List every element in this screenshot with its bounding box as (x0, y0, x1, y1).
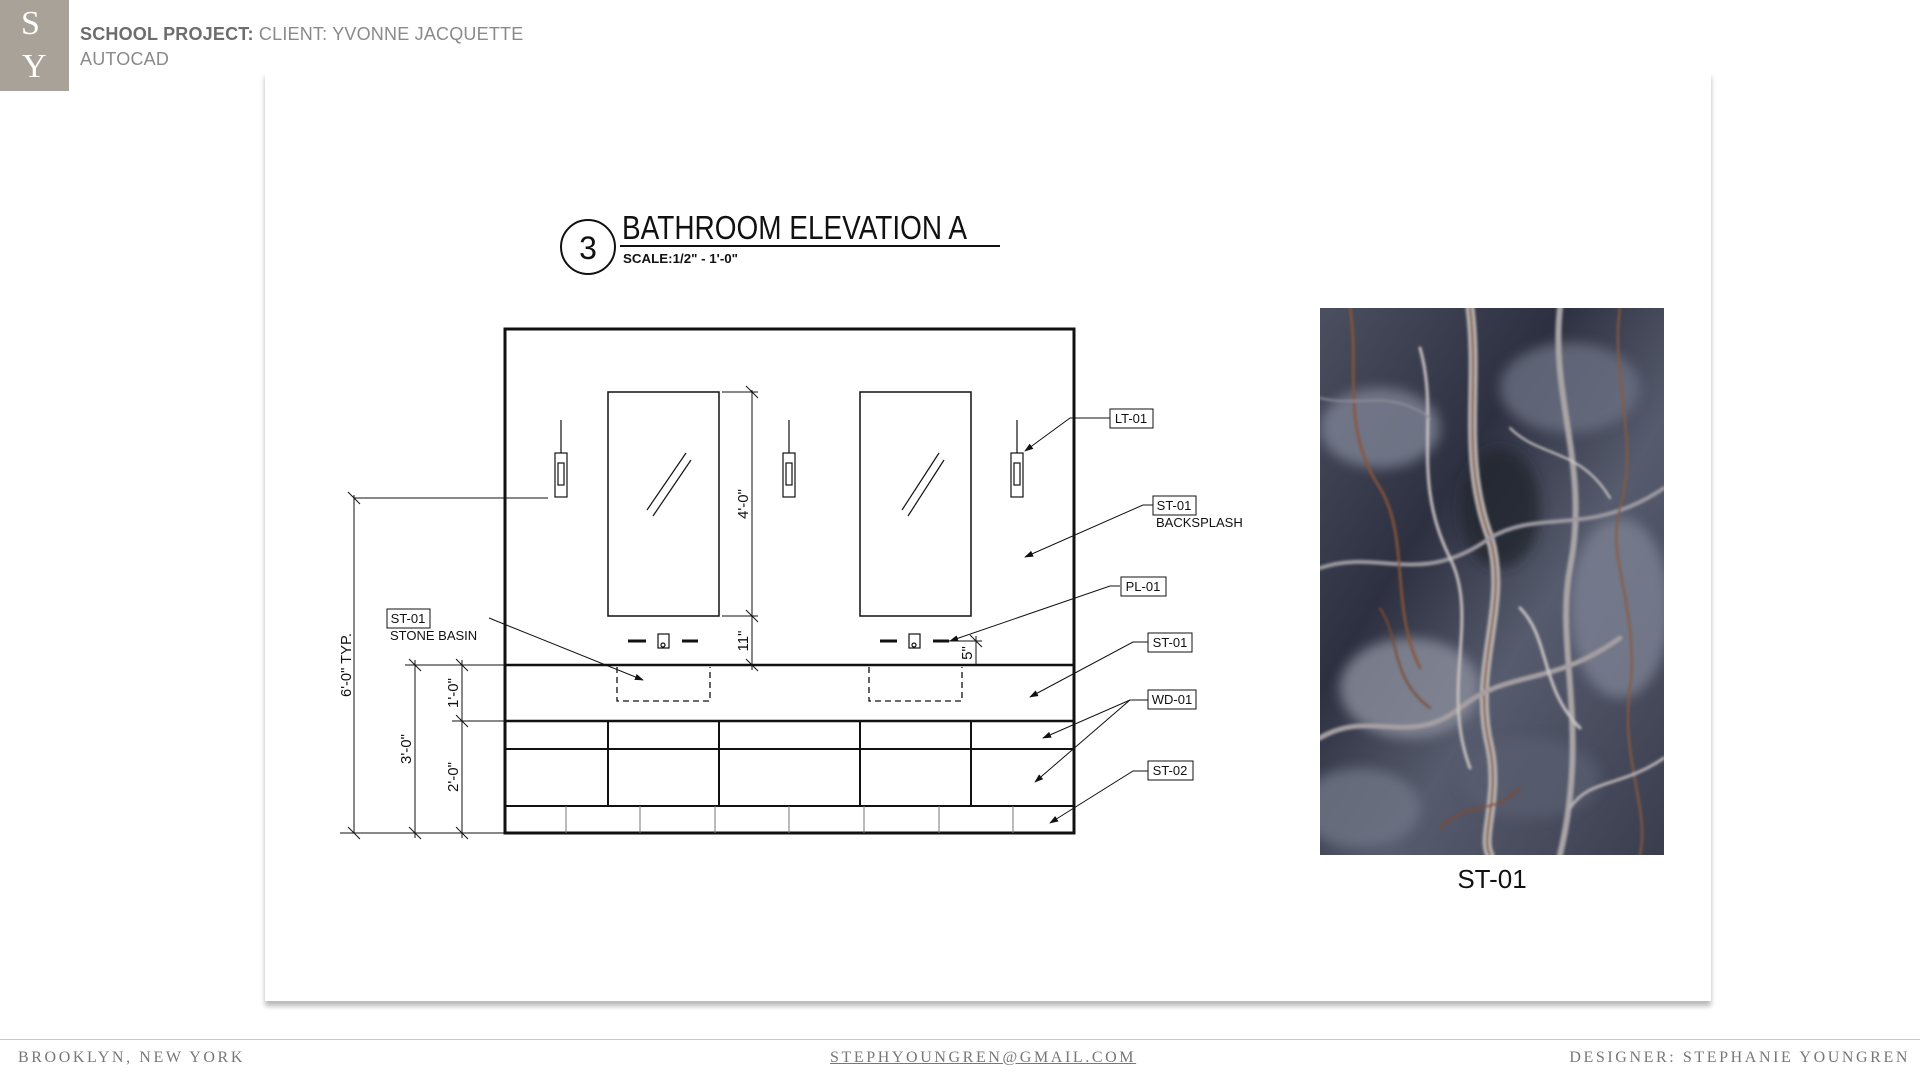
svg-text:WD-01: WD-01 (1151, 692, 1193, 707)
basin-right (869, 667, 962, 701)
tag-st01-basin (387, 609, 430, 628)
basins-hidden (617, 667, 962, 701)
footer-email-link[interactable]: STEPHYOUNGREN@GMAIL.COM (830, 1049, 1137, 1066)
mirror-right (860, 392, 971, 616)
sconce-center (783, 420, 795, 497)
material-tags (387, 409, 1243, 780)
drawing-number: 3 (579, 230, 597, 266)
footer-designer: DESIGNER: STEPHANIE YOUNGREN (1569, 1049, 1910, 1066)
dim-counter-depth: 1'-0" (445, 678, 462, 708)
logo-letter-y: Y (22, 48, 47, 85)
client-name: CLIENT: YVONNE JACQUETTE (258, 24, 524, 44)
drawing-title-block (561, 209, 1000, 274)
dim-mirror-height: 4'-0" (735, 489, 752, 519)
tag-st02 (1148, 761, 1193, 780)
dim-faucet-offset: 5" (959, 646, 976, 660)
drawing-title: BATHROOM ELEVATION A (622, 209, 967, 246)
basin-left (617, 667, 710, 701)
tag-st01-backsplash (1153, 496, 1196, 515)
dim-sconce-height: 6'-0" TYP. (338, 631, 355, 697)
tile-joints (566, 806, 1013, 833)
drawing-scale: SCALE:1/2" - 1'-0" (623, 251, 738, 266)
footer-divider (0, 1039, 1920, 1040)
dim-counter-height: 3'-0" (398, 734, 415, 764)
mirror-left (608, 392, 719, 616)
dimension-lines (340, 386, 982, 839)
faucet-right (880, 634, 949, 648)
svg-text:ST-02: ST-02 (1152, 763, 1188, 778)
project-label: SCHOOL PROJECT: (80, 24, 254, 44)
tag-wd01 (1148, 690, 1196, 709)
software-label: AUTOCAD (80, 49, 170, 69)
tag-st01-counter (1148, 633, 1192, 652)
svg-text:PL-01: PL-01 (1125, 579, 1161, 594)
sconces (555, 420, 1023, 497)
sconce-right (1011, 420, 1023, 497)
footer-location: BROOKLYN, NEW YORK (18, 1049, 245, 1066)
note-backsplash: BACKSPLASH (1156, 515, 1243, 530)
svg-text:ST-01: ST-01 (390, 611, 426, 626)
sconce-left (555, 420, 567, 497)
cabinet-dividers (608, 721, 971, 806)
logo-letter-s: S (21, 5, 40, 42)
note-stone-basin: STONE BASIN (390, 628, 478, 643)
tag-pl01 (1121, 577, 1166, 596)
wall-outline (505, 329, 1074, 833)
faucets (628, 634, 949, 648)
elevation-outline (505, 329, 1074, 833)
dim-base-height: 2'-0" (445, 762, 462, 792)
svg-text:LT-01: LT-01 (1114, 411, 1148, 426)
svg-text:ST-01: ST-01 (1152, 635, 1188, 650)
faucet-left (628, 634, 698, 648)
material-sample-image (1320, 308, 1664, 855)
dim-backsplash-gap: 11" (735, 630, 752, 652)
tag-lt01 (1110, 409, 1153, 428)
svg-text:ST-01: ST-01 (1156, 498, 1192, 513)
leader-lines (489, 418, 1153, 823)
material-sample-label: ST-01 (1457, 864, 1527, 894)
